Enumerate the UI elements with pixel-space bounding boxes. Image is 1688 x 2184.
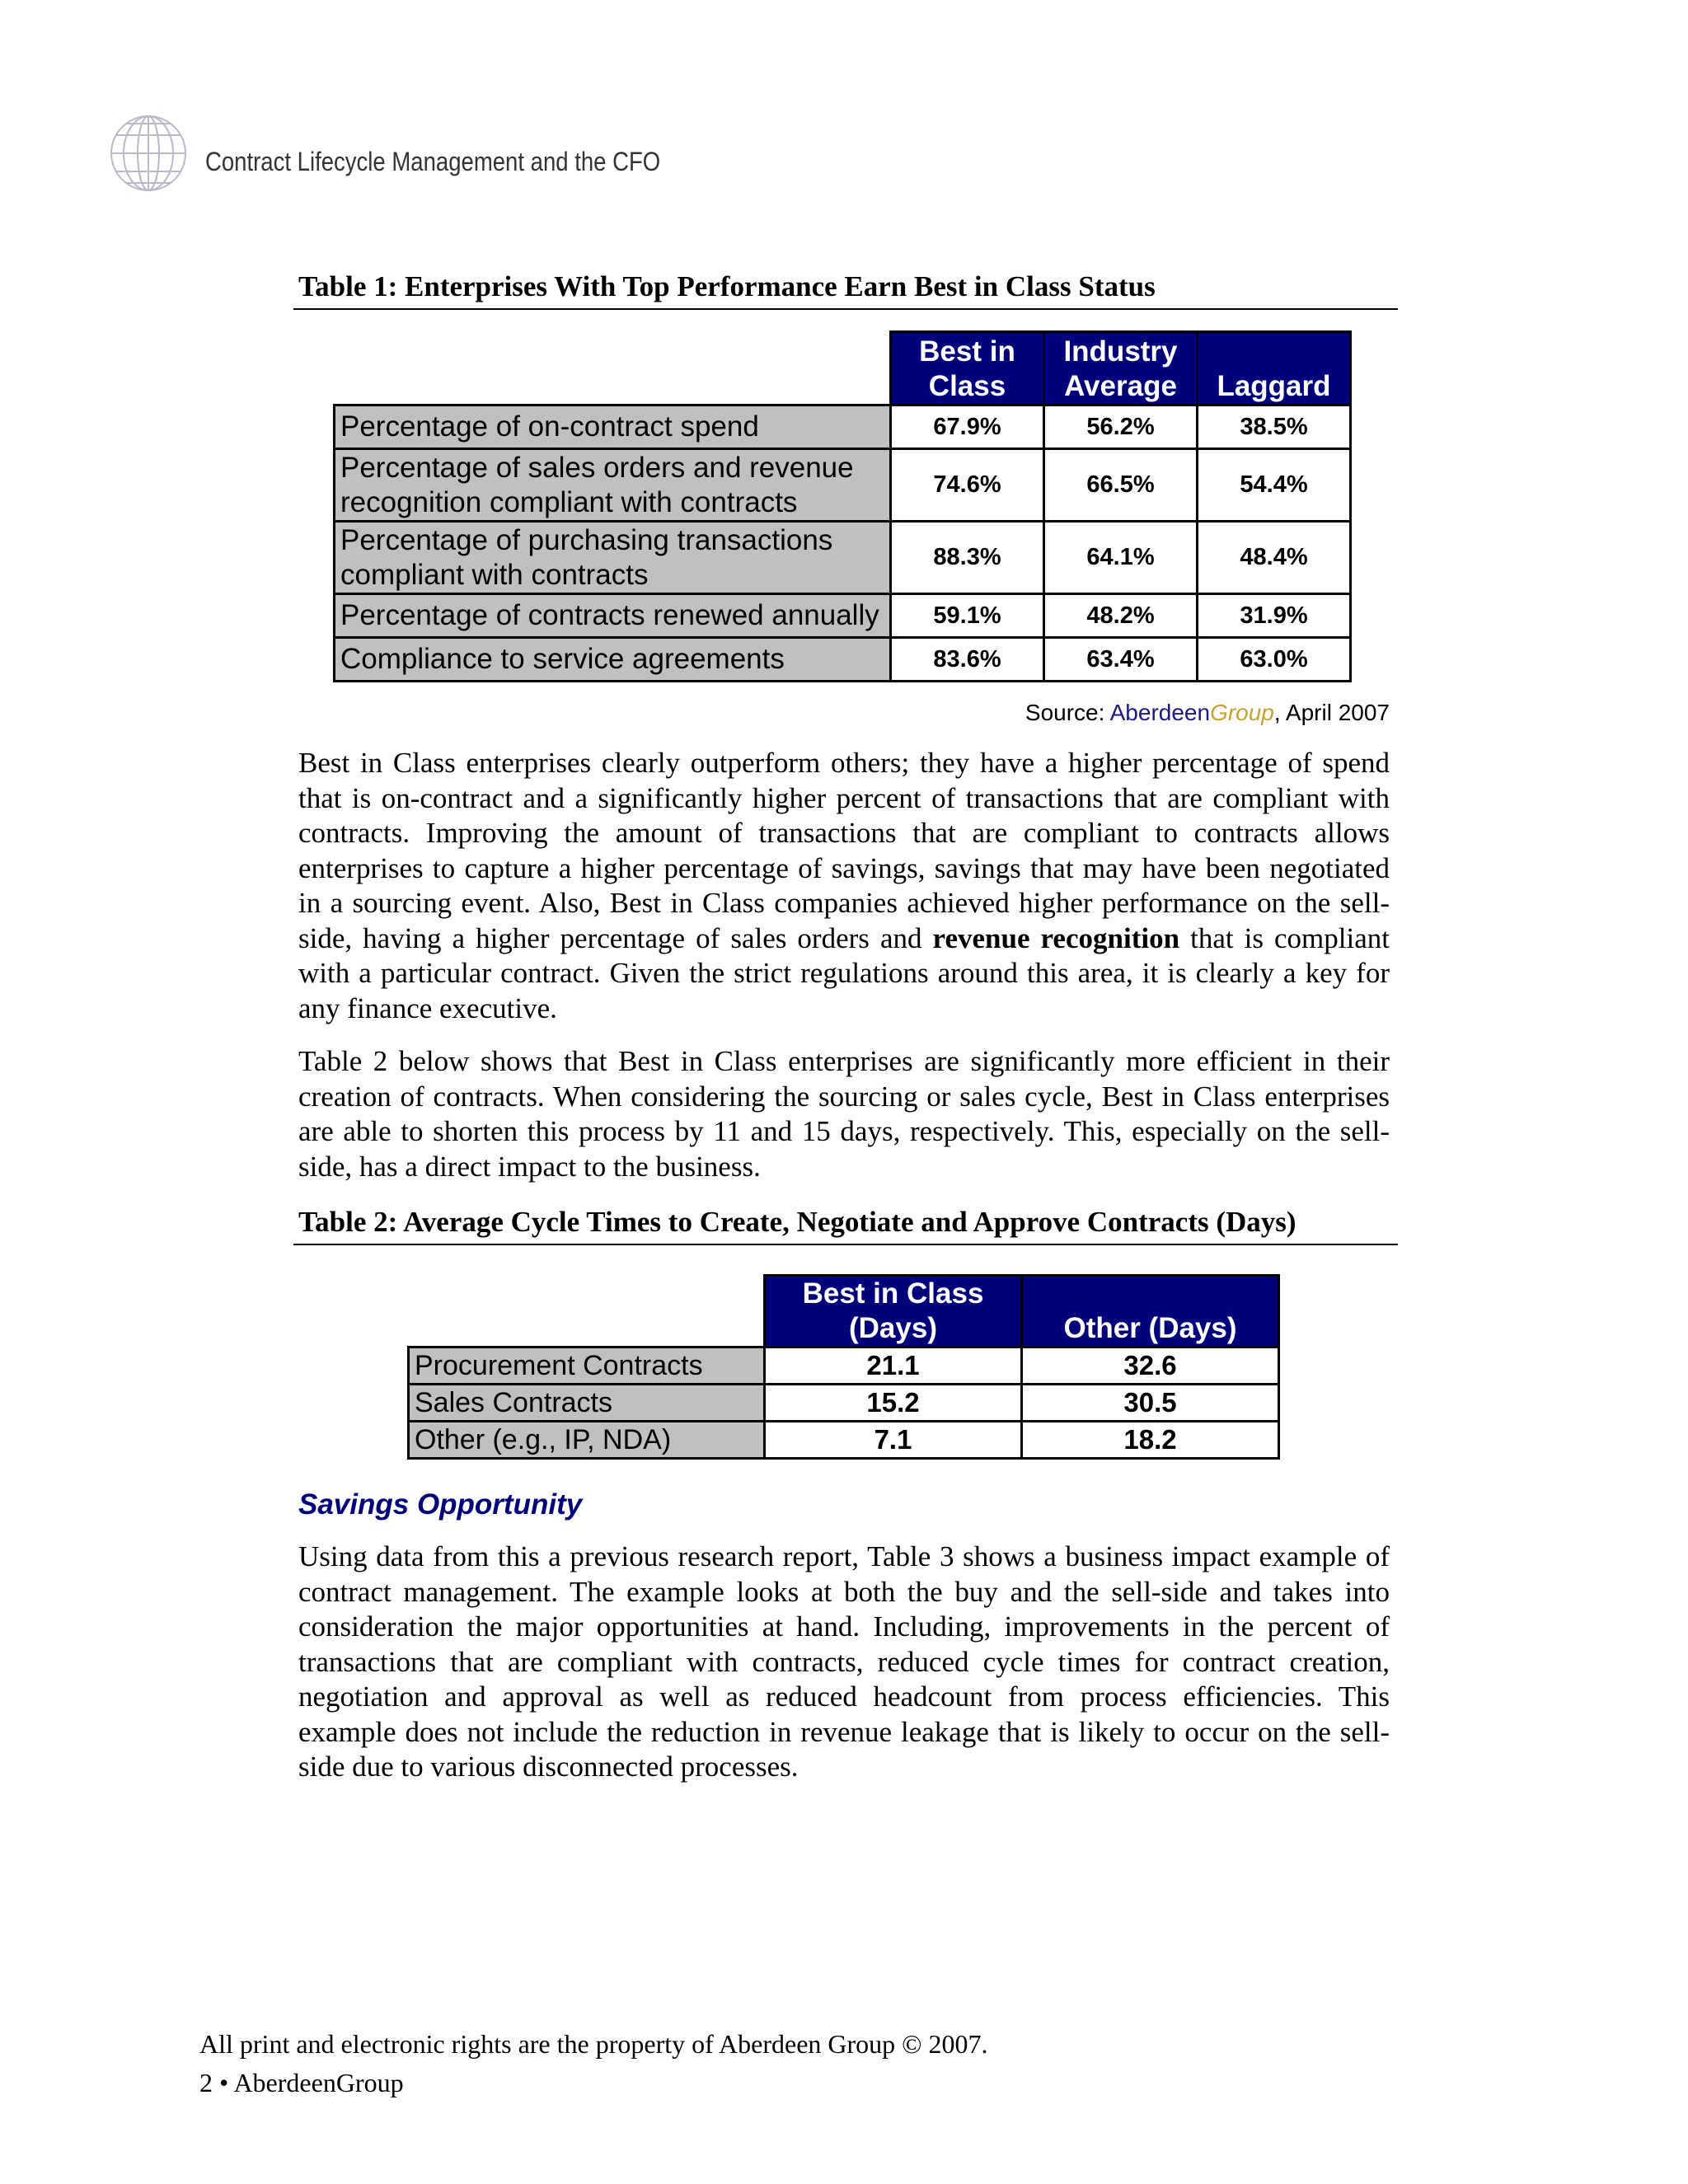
cell-value: 32.6 xyxy=(1022,1347,1279,1385)
table-row xyxy=(335,522,1351,594)
running-header-title: Contract Lifecycle Management and the CFO xyxy=(205,147,661,176)
table-2-corner xyxy=(409,1276,765,1347)
table-1-caption: Table 1: Enterprises With Top Performance Earn Best in Class Status xyxy=(293,269,1398,310)
source-brand-group: Group xyxy=(1210,700,1274,725)
cell-value: 30.5 xyxy=(1022,1385,1279,1422)
table-row xyxy=(409,1385,1279,1422)
table-1 xyxy=(333,330,1352,682)
table-2-caption: Table 2: Average Cycle Times to Create, Negotiate and Approve Contracts (Days) xyxy=(293,1204,1398,1245)
paragraph-1-text-end: that is compliant with a particular contract. Given the strict regulations around this area, it is clearly a key for any finance executive. xyxy=(298,921,1390,1024)
cell-value: 15.2 xyxy=(765,1385,1022,1422)
cell-value: 83.6% xyxy=(891,638,1044,682)
cell-value: 67.9% xyxy=(891,405,1044,449)
cell-value: 7.1 xyxy=(765,1422,1022,1459)
paragraph-3: Using data from this a previous research report, Table 3 shows a business impact example of contract management. The example looks at both the buy and the sell-side and takes into consideration the major opportunities at hand. Including, improvements in the percent of transactions that are compliant with contracts, reduced cycle times for contract creation, negotiation and approval as well as reduced headcount from process efficiencies. This example does not include the reduction in revenue leakage that is likely to occur on the sell-side due to various disconnected processes. xyxy=(298,1540,1390,1783)
cell-value: 18.2 xyxy=(1022,1422,1279,1459)
paragraph-1 xyxy=(298,746,1390,1026)
table-row xyxy=(409,1422,1279,1459)
cell-value: 64.1% xyxy=(1044,522,1198,594)
cell-value: 74.6% xyxy=(891,449,1044,522)
table-1-header-row xyxy=(335,332,1351,405)
table-2 xyxy=(407,1274,1280,1460)
footer-page-number: 2 • AberdeenGroup xyxy=(199,2068,404,2097)
row-label: Procurement Contracts xyxy=(409,1347,765,1385)
cell-value: 31.9% xyxy=(1198,594,1351,638)
cell-value: 59.1% xyxy=(891,594,1044,638)
table-1-col-header: Industry Average xyxy=(1044,332,1198,405)
cell-value: 63.0% xyxy=(1198,638,1351,682)
table-row xyxy=(335,405,1351,449)
cell-value: 63.4% xyxy=(1044,638,1198,682)
cell-value: 21.1 xyxy=(765,1347,1022,1385)
table-1-col-header: Laggard xyxy=(1198,332,1351,405)
footer-rights: All print and electronic rights are the property of Aberdeen Group © 2007. xyxy=(199,2029,988,2059)
row-label: Percentage of contracts renewed annually xyxy=(335,594,891,638)
cell-value: 48.4% xyxy=(1198,522,1351,594)
row-label: Percentage of purchasing transactions compliant with contracts xyxy=(335,522,891,594)
section-heading: Savings Opportunity xyxy=(298,1488,583,1521)
cell-value: 66.5% xyxy=(1044,449,1198,522)
source-prefix: Source: xyxy=(1025,700,1110,725)
paragraph-1-bold: revenue recognition xyxy=(932,921,1180,954)
cell-value: 56.2% xyxy=(1044,405,1198,449)
table-row xyxy=(409,1347,1279,1385)
table-row xyxy=(335,638,1351,682)
table-2-col-header: Other (Days) xyxy=(1022,1276,1279,1347)
cell-value: 88.3% xyxy=(891,522,1044,594)
row-label: Percentage of sales orders and revenue recognition compliant with contracts xyxy=(335,449,891,522)
table-row xyxy=(335,594,1351,638)
paragraph-2: Table 2 below shows that Best in Class enterprises are significantly more efficient in their creation of contracts. When considering the sourcing or sales cycle, Best in Class enterprises are able to shorten this process by 11 and 15 days, respectively. This, especially on the sell-side, has a direct impact to the business. xyxy=(298,1045,1390,1183)
source-date: , April 2007 xyxy=(1273,700,1390,725)
table-1-col-header: Best in Class xyxy=(891,332,1044,405)
table-2-header-row xyxy=(409,1276,1279,1347)
paragraph-1-text: Best in Class enterprises clearly outperform others; they have a higher percentage of spend that is on-contract and a significantly higher percent of transactions that are compliant with contracts. Improving the amount of transactions that are compliant to contracts allows enterprises to capture a higher percentage of savings, savings that may have been negotiated in a sourcing event. Also, Best in Class companies achieved higher performance on the sell-side, having a higher percentage of sales orders and xyxy=(298,747,1390,954)
row-label: Compliance to service agreements xyxy=(335,638,891,682)
row-label: Percentage of on-contract spend xyxy=(335,405,891,449)
table-2-col-header: Best in Class (Days) xyxy=(765,1276,1022,1347)
source-brand-aberdeen: Aberdeen xyxy=(1109,700,1211,725)
table-1-corner xyxy=(335,332,891,405)
row-label: Sales Contracts xyxy=(409,1385,765,1422)
table-row xyxy=(335,449,1351,522)
table-1-source xyxy=(1025,700,1390,725)
cell-value: 38.5% xyxy=(1198,405,1351,449)
cell-value: 48.2% xyxy=(1044,594,1198,638)
cell-value: 54.4% xyxy=(1198,449,1351,522)
globe-icon xyxy=(109,114,188,193)
row-label: Other (e.g., IP, NDA) xyxy=(409,1422,765,1459)
